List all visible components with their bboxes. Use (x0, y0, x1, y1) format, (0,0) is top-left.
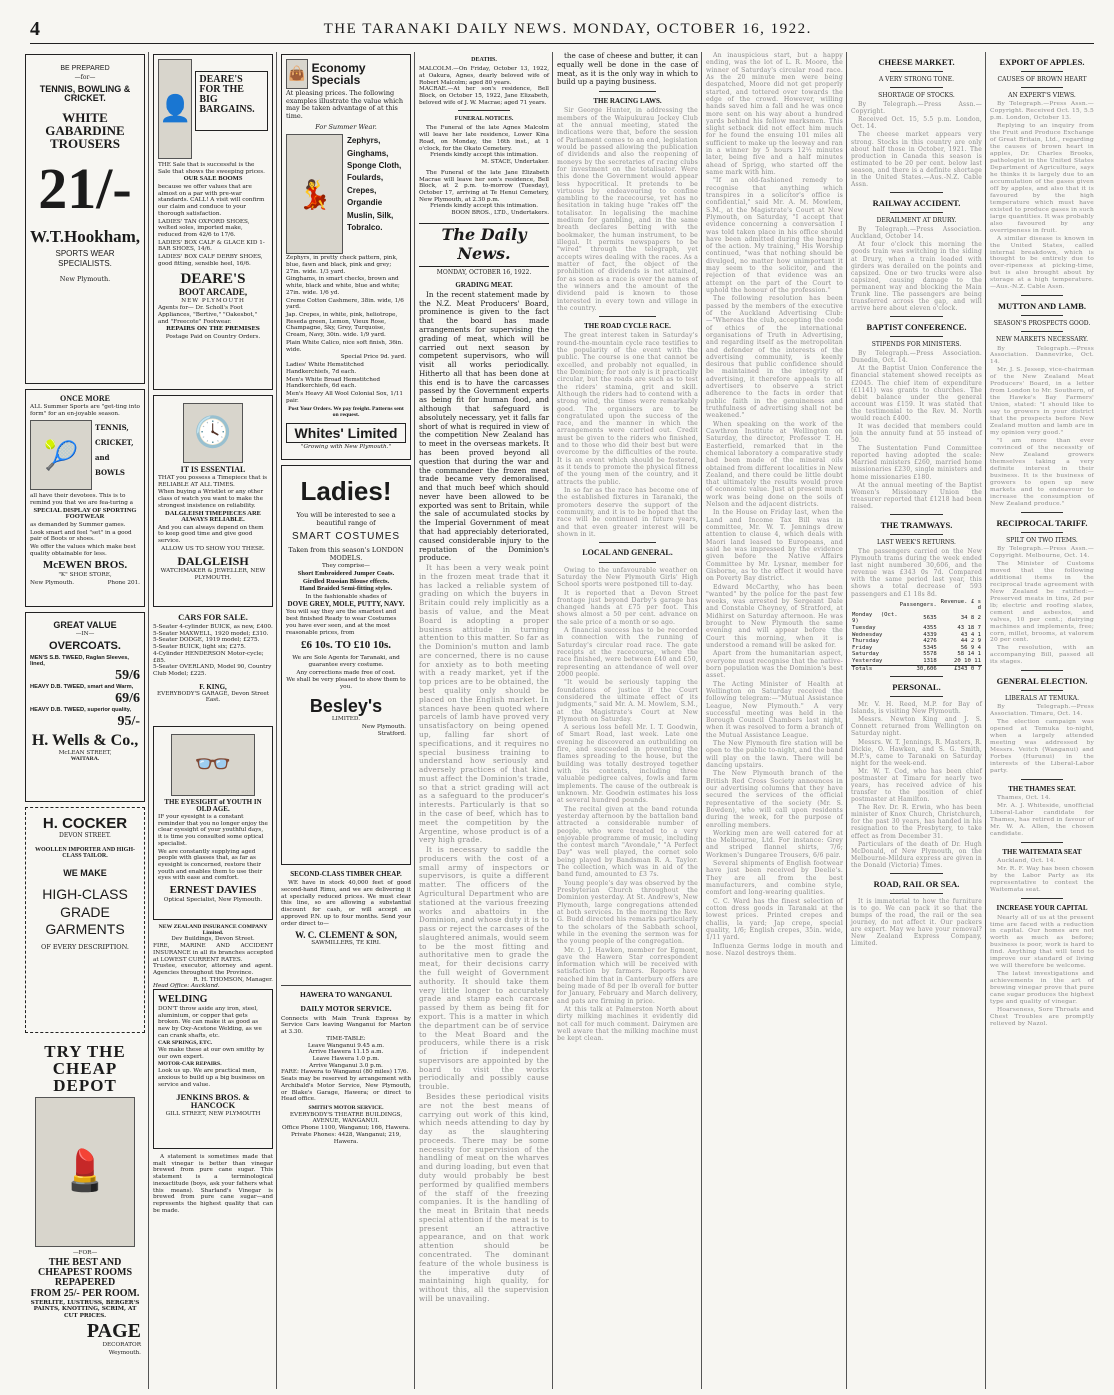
column-2 (150, 52, 276, 1389)
welding-ad: WELDING DON'T throw aside any iron, steel, aluminium, or copper that gets broken. We can make it as good as new by Oxy-Acetone Welding, as we can crank shafts, etc. CAR SPRINGS, ETC. We make these at our own smithy by our own expert. MOTOR-CAR REPAIRS. Look us up. We are practical men, anxious to build up a big business on service and value. JENKINS BROS. & HANCOCK GILL STREET, NEW PLYMOUTH (153, 989, 273, 1149)
whites-economy-ad: 👜 Economy Specials At pleasing prices. The following examples illustrate the value which may be taken advantage of at this time. For Summer Wear. 💃 Zephyrs, Ginghams, Sponge Cloth, Foulards, Crepes, Organdie Muslin, Silk, Tobralco. Zephyrs, in pretty check pattern, pink, blue, fawn and black, pink and grey; 27in. wide. 1/3 yard. Ginghams, in smart checks, brown and white, black and white, blue and white; 27in. wide. 1/6 yd. Creme Cotton Cashmere, 38in. wide, 1/6 yard. Jap. Crepes, in white, pink, heliotrope, Reseda green, Lemon, Vieux Rose, Champagne, Sky, Grey, Turquoise, Cream, Navy, 30in. wide. 1/9 yard. Plain White Calico, nice soft finish, 36in. wide. Special Price 9d. yard. Ladies' White Hemstitched Handkerchiefs, 7d each. Men's White Broad Hemstitched Handkerchiefs, 6d each. Men's Heavy All Wool Colonial Sox, 1/11 pair. Post Your Orders. We pay freight. Patterns sent on request. Whites' Limited "Growing with New Plymouth." (281, 54, 411, 460)
column-1 (22, 52, 148, 1389)
masthead-title: THE TARANAKI DAILY NEWS. MONDAY, OCTOBER 16, 1922. (323, 21, 812, 37)
column-3 (278, 52, 414, 1389)
fashion-figure-illustration: 💃 (286, 134, 343, 254)
column-7: CHEESE MARKET. A VERY STRONG TONE. SHORTAGE OF STOCKS. By Telegraph.—Press Assn.—Copyright. Received Oct. 15, 5.5 p.m. London, Oct. 14. The cheese market appears very strong. Stocks in this country are only about half those in October, 1921. The production in Canada this season is estimated to be 20 per cent. below last season, and there is a definite shortage in the United States.—Aus.-N.Z. Cable Assn. RAILWAY ACCIDENT. DERAILMENT AT DRURY. By Telegraph.—Press Association. Auckland, October 14. At four o'clock this morning the goods train was switching in the siding at Drury, when a train loaded with girders was derailed on the points and capsized. One or two trucks were also capsized, causing damage to the permanent way and blocking the Main Trunk line. The passengers are being transferred across the gap, and will arrive here about eleven o'clock. BAPTIST CONFERENCE. STIPENDS FOR MINISTERS. By Telegraph.—Press Association. Dunedin, Oct. 14. At the Baptist Union Conference the financial statement showed receipts as £2045. The chief item of expenditure (£1141) was grants to churches. The debit balance under the general account was £159. It was stated that the testimonial to the Rev. M. North would reach £400. It was decided that members could join the annuity fund at 55 instead of 50. The Sustentation Fund Committee reported having adopted the scale: Married ministers £260, married home missionaries £230, single ministers and home missionaries £180. At the annual meeting of the Baptist Women's Missionary Union the treasurer reported that £1218 had been raised. THE TRAMWAYS. LAST WEEK'S RETURNS. The passengers carried on the New Plymouth trams during the week ended last night numbered 30,606, and the revenue was £343 0s 7d. Compared with the same period last year, this shows a total decrease of 593 passengers and £1 18s 8d. Passengers. Revenue. £ s d Monday (Oct. 9) 5635 34 8 2 Tuesday 4355 43 18 7 Wednesday 4339 43 4 1 Thursday 4276 44 2 9 Friday 5345 56 9 4 Saturday 5578 58 14 1 Yesterday 1318 20 10 11 Totals 30,606 £343 0 7 PERSONAL. Mr. V. H. Reed, M.P. for Bay of Islands, is visiting New Plymouth. Messrs. Newton King and J. S. Connett returned from Wellington on Saturday night. Messrs. W. T. Jennings, R. Masters, R. Dickie, O. Hawken, and S. G. Smith, M.P.'s, came to Taranaki on Saturday night for the week-end. Mr. W. T. Cod, who has been chief postmaster at Timaru for nearly two years, has received advice of his transfer to the position of chief postmaster at Hamilton. The Rev. Dr. R. Erwin, who has been minister of Knox Church, Christchurch, for the past 30 years, has handed in his resignation to the Presbytery, to take effect as from December 31. Particulars of the death of Dr. Hugh McDonald, of New Plymouth, on the Melbourne-Mildura express are given in the Donald (Victoria) Times. ROAD, RAIL OR SEA. It is immaterial to how the furniture is to go. We can pack it so that the bumps of the road, the rail or the sea journey, do not affect it. Our packers are expert. May we have your removal? New Zealand Express Company, Limited. (851, 57, 982, 948)
page-number: 4 (30, 18, 42, 40)
figure-illustration: 👤 (158, 59, 192, 159)
table-row: Monday (Oct. 9) 5635 34 8 2 (852, 611, 981, 625)
vinegar-notice: A statement is sometimes made that malt vinegar is better than vinegar brewed from pure cane sugar. This statement is a terminological inexactitude (boys, ask your fathers what this means). Sharland's Vinegar is brewed from pure cane sugar—and represents the highest quality that can be made. (153, 1154, 273, 1214)
cheap-depot-ad: TRY THE CHEAP DEPOT 💄 —FOR— THE BEST AND CHEAPEST ROOMS REPAPERED FROM 25/- PER ROOM. STERLITE, LUSTRUSS, BERGER'S PAINTS, KNOTTING, SCRIM, AT CUT PRICES. PAGE DECORATOR Weymouth. (30, 1042, 141, 1356)
deares-ad: 👤 DEARE'S FOR THE BIG BARGAINS. THE Sale that is successful is the Sale that shows the sweeping prices. OUR SALE BOOMS because we offer values that are almost on a par with pre-war standards. CALL! A visit will confirm our claim and conduce to your thorough satisfaction. LADIES' TAN OXFORD SHOES, welted soles, imported make, reduced from 42/6 to 17/6. LADIES' BOX CALF & GLACE KID 1-BAR SHOES, 14/6. LADIES' BOX CALF DERBY SHOES, good fitting, sensible heel, 16/6. DEARE'S BOOT ARCADE, NEW PLYMOUTH Agents for— Dr. Scholl's Foot Appliances, "Bertive," "Oakesbot," and "Freecote" Footwear. REPAIRS ON THE PREMISES Postage Paid on Country Orders. (153, 54, 273, 390)
table-row: Thursday 4276 44 2 9 (852, 638, 981, 645)
decorator-illustration: 💄 (35, 1097, 135, 1247)
table-row: Totals 30,606 £343 0 7 (852, 665, 981, 672)
nameplate: The Daily News. (441, 224, 527, 263)
besleys-ladies-ad: Ladies! You will be interested to see a beautiful range of SMART COSTUMES Taken from this season's LONDON MODELS. They comprise— Short Embroidered Jumper Coats. Girdled Russian Blouse effects. Hand Braided Semi-fitting styles. In the fashionable shades of DOVE GREY, MOLE, PUTTY, NAVY. You will say they are the smartest and best finished Ready to wear Costumes you have ever seen, and at the most reasonable prices, from £6 10s. TO £10 10s. We are Sole Agents for Taranaki, and guarantee every costume. Any corrections made free of cost. We shall be very pleased to show them to you. Besley's LIMITED. New Plymouth. Stratford. (281, 465, 411, 865)
table-row: Wednesday 4339 43 4 1 (852, 631, 981, 638)
motor-service-ad: HAWERA TO WANGANUI. DAILY MOTOR SERVICE. Connects with Main Trunk Express by Service Cars leaving Wanganui for Marton at 3.30. TIME-TABLE: Leave Wanganui 9.45 a.m. Arrive Hawera 11.15 a.m. Leave Hawera 1.0 p.m. Arrive Wanganui 3.0 p.m. FARE: Hawera to Wanganui (80 miles) 17/6. Seats may be reserved by arrangement with Archibald's Motor Service, New Plymouth, or Blake's Garage, Hawera; or direct to Head office. SMITH'S MOTOR SERVICE. EVERYBODY'S THEATRE BUILDINGS, AVENUE, WANGANUI. Office Phone 1100, Wanganui; 166, Hawera. Private Phones: 4428, Wanganui; 219, Hawera. (281, 990, 411, 1145)
table-row: Friday 5345 56 9 4 (852, 644, 981, 651)
sports-bag-illustration: 🎾 (30, 420, 92, 490)
wells-co-ad: GREAT VALUE —IN— OVERCOATS. MEN'S S.B. TWEED, Raglan Sleeves, lined, 59/6 HEAVY D.B. TWEED, smart and Warm, 69/6 HEAVY D.B. TWEED, superior quality, 95/- H. Wells & Co., McLEAN STREET, WAITARA. (25, 612, 145, 802)
column-8: EXPORT OF APPLES. CAUSES OF BROWN HEART AN EXPERT'S VIEWS. By Telegraph.—Press Assn.—Copyright. Received Oct. 15, 5.5 p.m. London, October 13. Replying to an inquiry from the Fruit and Produce Exchange of Great Britain, Ltd., regarding the causes of brown heart in apples, Dr. Charles Brooks, pathologist in the United States Department of Agriculture, says he thinks it is largely due to an accumulation of the gases given off by apples, and also that it is favoured by the high temperature which must have existed to produce gases in such large quantities. It was probably also favoured by any overripeness in fruit. A similar disease is known in the United States, called internal breakdown, which is thought to be entirely due to over-ripeness at picking-time, but is also brought about by storage at a high temperature.—Aus.-N.Z. Cable Assn. MUTTON AND LAMB. SEASON'S PROSPECTS GOOD. NEW MARKETS NECESSARY. By Telegraph.—Press Association. Dannevirke, Oct. 14. Mr. J. S. Jessep, vice-chairman of the New Zealand Meat Producers' Board, in a letter from London to Mr. Southern, of the Hawke's Bay Farmers' Union, stated: "I should like to say to growers in your district that the prospects before New Zealand mutton and lamb are in my opinion very good." "I am more than ever convinced of the necessity of New Zealand growers themselves taking a very definite interest in their business. It is the business of growers to open up new markets and to endeavour to increase the consumption of New Zealand produce." RECIPROCAL TARIFF. SPILT ON TWO ITEMS. By Telegraph.—Press Assn.—Copyright. Melbourne, Oct. 14. The Minister of Customs moved that the following additional items in the reciprocal trade agreement with New Zealand be ratified:—Preserved meats in tins, 2d per lb; electric and roofing slates, cement and asbestos, and valves, 10 per cent.; dairying machines and implements, free; corn, millet, brooms, at valorem 20 per cent. The resolution, with an accompanying Bill, passed all its stages. GENERAL ELECTION. LIBERALS AT TEMUKA. By Telegraph.—Press Association. Timaru, Oct. 14. The election campaign was opened at Temuka to-night, when a largely attended meeting was addressed by Messrs. Veitch (Wanganui) and Forbes (Hurunui) in the interests of the Liberal-Labor party. THE THAMES SEAT. Thames, Oct. 14. Mr. A. J. Whiteside, unofficial Liberal-Labor candidate for Thames, has retired in favour of Mr. W. A. Allen, the chosen candidate. THE WAITEMATA SEAT Auckland, Oct. 14. Mr. R. F. Way has been chosen by the Labor Party as its representative to contest the Waitemata seat. INCREASE YOUR CAPITAL Nearly all of us at the present time are faced with a reduction in capital. Our homes are not worth as much as before; business is poor, work is hard to find. Anything that will tend to improve our standard of living we will therefore be welcome. The latest investigations and achievements in the art of brewing vinegar prove that pure cane sugar produces the highest type and quality of vinegar. Hoarseness, Sore Throats and Chest Troubles are promptly relieved by Nazol. (990, 57, 1094, 1028)
cocker-tailor-ad: H. COCKER DEVON STREET. WOOLLEN IMPORTER AND HIGH-CLASS TAILOR. WE MAKE HIGH-CLASS GRADE GARMENTS OF EVERY DESCRIPTION. (25, 807, 145, 1033)
dalgleish-ad: 🕓 IT IS ESSENTIAL THAT you possess a Timepiece that is RELIABLE AT ALL TIMES. When buying a Wristlet or any other class of watch you want to make the strongest insistence on reliability. DALGLEISH TIMEPIECES ARE ALWAYS RELIABLE. And you can always depend on them to keep good time and give good service. ALLOW US TO SHOW YOU THESE. DALGLEISH WATCHMAKER & JEWELLER, NEW PLYMOUTH. (153, 395, 273, 607)
insurance-ad: NEW ZEALAND INSURANCE COMPANY Limited. Dev Buildings, Devon Street. FIRE, MARINE AND ACCIDENT INSURANCE in all its branches accepted at LOWEST CURRENT RATES. Trustee, executor, attorney and agent. Agencies throughout the Province. R. H. THOMSON, Manager. Head Office: Auckland. (153, 924, 273, 990)
table-row: Saturday 5578 58 14 1 (852, 651, 981, 658)
tramways-returns-table: Passengers. Revenue. £ s d Monday (Oct. 9) 5635 34 8 2 Tuesday 4355 43 18 7 Wednesday 4339 43 4 1 Thursday 4276 44 2 9 Friday 5345 56 9 4 Saturday 5578 58 14 1 Yesterday 1318 20 10 11 Totals 30,606 £343 0 7 (852, 598, 981, 672)
hookham-ad: BE PREPARED —for— TENNIS, BOWLING & CRICKET. WHITE GABARDINE TROUSERS 21/- W.T.Hookham, SPORTS WEAR SPECIALISTS. New Plymouth. (25, 54, 145, 384)
column-4: DEATHS. MALCOLM.—On Friday, October 13, 1922, at Oakura, Agnes, dearly beloved wife of Robert Malcolm; aged 80 years. MACRAE.—At her son's residence, Bell Block, on October 15, 1922, Jane Elizabeth, beloved wife of J. W. Macrae; aged 71 years. FUNERAL NOTICES. The Funeral of the late Agnes Malcolm will leave her late residence, Lower Kina Road, on Monday, the 16th inst., at 1 o'clock, for the Okato Cemetery. Friends kindly accept this intimation. M. STACE, Undertaker. The Funeral of the late Jane Elizabeth Macrae will leave her son's residence, Bell Block, at 2 p.m. to-morrow (Tuesday), October 17, arriving at Te Henui Cemetery, New Plymouth, at 2.30 p.m. Friends kindly accept this intimation. BOON BROS., LTD., Undertakers. The Daily News. MONDAY, OCTOBER 16, 1922. GRADING MEAT. In the recent statement made by the N.Z. Meat Producers' Board, prominence is given to the fact that the board has made arrangements for supervising the grading of meat, which will be carried out next season by competent supervisors, who will visit all works periodically. Hitherto all that has been done at this end is to have the carcasses passed by the Government experts as being fit for human food, and although that safeguard is absolutely necessary, yet it falls far short of what is required in view of the competition New Zealand has to meet in the overseas markets. It has been proved beyond all question that during the war and the commandeer the frozen meat trade became very demoralised, and that much beef which should never have been allowed to be exported was sent to Britain, while the sale of accumulated stocks by the Imperial Government of meat that had appreciably deteriorated, caused considerable injury to the reputation of the Dominion's produce. It has been a very weak point in the frozen meat trade that it has lacked a reliable system of grading on which the buyers in Britain could rely implicitly as a basis of value, and the Meat Board is adopting a proper business attitude in turning attention to this matter. So far as the Dominion's mutton and lamb are concerned, there is no cause for anxiety as to both meeting with a ready market, yet if the top prices are to be obtained, the best quality only should be placed on the English market. In stances have been quoted where parcels of lamb have proved very unsatisfactory on being opened up, falling far short of specifications, and it requires no special business training to understand how seriously and adversely practices of that kind must affect the Dominion's trade, so that a strict grading will act as a safeguard to the producer's interests. Particularly is that so in the case of beef, which has to meet the competition by the Argentine, whose product is of a very high grade. It is necessary to saddle the producers with the cost of a small army of inspectors or supervisors, is quite a different matter. The officers of the Agricultural Department who are stationed at the various freezing works and abattoirs in the Dominion, and whose duty it is to pass or reject the carcases of the slaughtered animals, would seem to be the most fitting and authoritative men to grade the meat, for their decisions carry the full weight of Government authority. It should take them very little longer to accurately grade and stamp each carcase passed by them as being fit for export. This is a matter in which the department can be of service to the Meat Board and the producers, while there is a risk of friction if independent supervisors are appointed by the board to visit the works periodically and possibly cause trouble. Besides these periodical visits are not the best means of carrying out work of this kind, which needs attending to day by day as the slaughtering proceeds. There may be some necessity for supervision of the handling of meat on the wharves and during loading, but even that duty would probably be best performed by qualified members of the staff of the freezing companies. It is the handling of the meat in Britain that needs special attention if the meat is to present an attractive appearance, and on that work attention should be concentrated. The dominant feature of the whole business is the imperative duty of maintaining high quality, for without this, all the supervision will be unavailing. (419, 57, 549, 1303)
handbag-icon: 👜 (286, 59, 308, 89)
ernest-davies-ad: 👓 THE EYESIGHT of YOUTH IN OLD AGE. IF your eyesight is a constant reminder that you no longer enjoy the clear eyesight of your youthful days, it is time you consulted some optical specialist. We are constantly supplying aged people with glasses that, as far as eyesight is concerned, restore their youth and enables them to use their eyes with ease and comfort. ERNEST DAVIES Optical Specialist, New Plymouth. (153, 726, 273, 920)
cars-for-sale-ad: CARS FOR SALE. 5-Seater 4-cylinder BUICK, as new, £400. 5-Seater MAXWELL, 1920 model; £310. 5-Seater DODGE, 1919 model; £275. 5-Seater BUICK, light six; £275. 4-Cylinder HENDERSON Motor-cycle; £85. 5-Seater OVERLAND, Model 90, Country Club Model; £225. F. KING, EVERYBODY'S GARAGE, Devon Street East. (153, 612, 273, 704)
editorial-body: In the recent statement made by the N.Z. Meat Producers' Board, prominence is given to the fact that the board has made arrangements for supervising the grading of meat, which will be carried out next season by competent supervisors, who will visit all works periodically. Hitherto all that has been done at this end is to have the carcasses passed by the Government experts as being fit for human food, and although that safeguard is absolutely necessary, yet it falls far short of what is required in view of the competition New Zealand has to meet in the overseas markets. It has been proved beyond all question that during the war and the commandeer the frozen meat trade became very demoralised, and that much beef which should never have been allowed to be exported was sent to Britain, while the sale of accumulated stocks by the Imperial Government of meat that had appreciably deteriorated, caused considerable injury to the reputation of the Dominion's produce. It has been a very weak point in the frozen meat trade that it has lacked a reliable system of grading on which the buyers in Britain could rely implicitly as a basis of value, and the Meat Board is adopting a proper business attitude in turning attention to this matter. So far as the Dominion's mutton and lamb are concerned, there is no cause for anxiety as to both meeting with a ready market, yet if the top prices are to be obtained, the best quality only should be placed on the English market. In stances have been quoted where parcels of lamb have proved very unsatisfactory on being opened up, falling far short of specifications, and it requires no special business training to understand how seriously and adversely practices of that kind must affect the Dominion's trade, so that a strict grading will act as a safeguard to the producer's interests. Particularly is that so in the case of beef, which has to meet the competition by the Argentine, whose product is of a very high grade. It is necessary to saddle the producers with the cost of a small army of inspectors or supervisors, is quite a different matter. The officers of the Agricultural Department who are stationed at the various freezing works and abattoirs in the Dominion, and whose duty it is to pass or reject the carcases of the slaughtered animals, would seem to be the most fitting and authoritative men to grade the meat, for their decisions carry the full weight of Government authority. It should take them very little longer to accurately grade and stamp each carcase passed by them as being fit for export. This is a matter in which the department can be of service to the Meat Board and the producers, while there is a risk of friction if independent supervisors are appointed by the board to visit the works periodically and possibly cause trouble. Besides these periodical visits are not the best means of carrying out work of this kind, which needs attending to day by day as the slaughtering proceeds. There may be some necessity for supervision of the handling of meat on the wharves and during loading, but even that duty would probably be best performed by qualified members of the staff of the freezing companies. It is the handling of the meat in Britain that needs special attention if the meat is to present an attractive appearance, and on that work attention should be concentrated. The dominant feature of the whole business is the imperative duty of maintaining high quality, for without this, all the supervision will be unavailing. (419, 289, 549, 1303)
mcewen-bros-ad: ONCE MORE ALL Summer Sports are "get-ting into form" for an en-joyable season. 🎾 TENNIS, CRICKET, and BOWLS all have their devotees. This is to remind you that we are fea-turing a SPECIAL DISPLAY OF SPORTING FOOTWEAR as demanded by Summer games. Look smart and feel "set" in a good pair of Boots or shoes. We offer the values which make best quality obtainable for less. McEWEN BROS. "K" SHOE STORE, New Plymouth. Phone 201. (25, 389, 145, 607)
table-row: Yesterday 1318 20 10 11 (852, 657, 981, 664)
column-5: the case of cheese and butter, it can equally well be done in the case of meat, as it is the only way in which to build up a paying business. THE RACING LAWS. Sir George Hunter, in addressing the members of the Waipukurau Jockey Club at the annual meeting, stated the indications were that, before the session of Parliament comes to an end, legislation would be passed allowing the publication of dividends and also the reopening of moneys by the secretaries of racing clubs for investment on the totalisator. Were this done the Government would appear less hypocritical. It pretends to be virtuous by endeavouring to confine gambling to the racecourse, yet has no hesitation in taking huge "rakes off" the totalisator. In legalising the machine medium for gambling, and in the same breath declares betting with the bookmaker, the human instrument, to be illegal. It permits newspapers to be "wired" through the telegraph, yet accepts wires dealing with the races. As a matter of fact, the object of the prohibition of dividends is not attained, for as soon as a race is over the names of the winners and the amount of the dividend paid is known to those interested in every town and village in the country. THE ROAD CYCLE RACE. The great interest taken in Saturday's round-the-mountain cycle race testifies to the popularity of the event with the public. The course is one that cannot be excelled, and probably not equalled, in the Dominion; for not only is it practically circular, but the roads are such as to test the riders' stamina, grit and skill. Although the riders had to contend with a strong wind, the times were remarkably good. The organisers are to be congratulated upon the success of the race, and the manner in which the arrangements were carried out. Credit must be given to the riders who finished, and to those who did their best but were overcome by the difficulties of the route. It is an event which should be fostered, as it tends to promote the physical fitness of the young men of the country, and it attracts the public. In so far as the race has become one of the established fixtures in Taranaki, the promoters deserve the support of the community, and it is to be hoped that the race will be continued in future years, and that even greater interest will be shown in it. LOCAL AND GENERAL. Owing to the unfavourable weather on Saturday the New Plymouth Girls' High School sports were postponed till to-day. It is reported that a Devon Street frontage just beyond Darby's garage has changed hands at £75 per foot. This shows almost a 50 per cent. advance on the sale price of a month or so ago. A financial success has to be recorded in connection with the running of Saturday's circular road race. The gate receipts at the racecourse, where the race finished, were between £40 and £50, representing an attendance of well over 2000 people. "It would be seriously tapping the foundations of justice if the Court considered the ultimate effect of its judgments," said Mr. A. M. Mowlem, S.M., at the Magistrate's Court at New Plymouth on Saturday. A serious loss befell Mr. I. T. Goodwin, of Smart Road, last week. Late one evening he discovered an outbuilding on fire, and succeeded in preventing the flames spreading to the house, but the building was totally destroyed together with its contents, including three valuable pedigree calves, fowls and farm implements. The cause of the outbreak is unknown. Mr. Goodwin estimates his loss at several hundred pounds. The recital given at the band rotunda yesterday afternoon by the battalion band attracted a considerable number of people, who were treated to a very enjoyable programme of music, including the contest march "Avondale," "A Perfect Day" was well played, the cornet solo being played by Bandsman R. A. Taylor. The collection, which was in aid of the band fund, amounted to £3 7s. Young people's day was observed by the Presbyterian Church throughout the Dominion yesterday. At St. Andrew's, New Plymouth, large congregations attended at both services. In the morning the Rev. G. Budd directed his remarks particularly to the scholars of the Sabbath school, while in the evening the sermon was for the young people of the congregation. Mr. O. J. Hawken, member for Egmont, gave the Hawera Star correspondent information which will be received with satisfaction by farmers. Reports have reached him that in Canterbury offers are being made of 8d per lb overall for butter for January, February and March delivery, and pats are firming in price. At this talk at Palmerston North about dirty milking machines it evidently did not call for much comment. Dairymen are well aware that the milking machine must be kept clean. (557, 52, 698, 1043)
masthead (30, 16, 1094, 44)
timber-ad: SECOND-CLASS TIMBER CHEAP. WE have in stock 40,000 feet of good second-hand Rimu, and we are delivering it at specially reduced prices. We must clear this line, so are allowing a substantial discount for cash, or will accept an approved P.N. up to four months. Send your order direct to— W. C. CLEMENT & SON, SAWMILLERS, TE KIRI. (281, 870, 411, 986)
eyes-illustration: 👓 (171, 734, 255, 796)
table-row: Tuesday 4355 43 18 7 (852, 624, 981, 631)
clock-illustration: 🕓 (183, 403, 243, 463)
column-6: An inauspicious start, but a happy ending, was the lot of L. R. Moore, the winner of Saturday's circular road race. As the 20 minute men were being despatched, Moore did not get properly started, and tottered over towards the edge of the crowd. However, willing hands saved him a fall and he was once more sent on his way about a hundred yards behind his fellow marksmen. This slight setback did not effect him much for he found the ensuing 101 miles all sufficient to make up the leeway and ran in a winner by 5 hours 12½ minutes later, being five and a half minutes ahead of Sprigg, who started off the same mark with him. "If an old-fashioned remedy to recognise that anything which transpires in a solicitor's office is confidential," said Mr. A. M. Mowlem, S.M., at the Magistrate's Court at New Plymouth, on Saturday, "I accept that evidence concerning a conversation I was told taken place in his office should have been admitted during the hearing of the action. My training," His Worship continued, "was that nothing should be divulged, no matter how unimportant it may seem to the solicitor, and the rejection of that evidence was an attempt on the part of the Court to uphold the honour of the profession." The following resolution has been passed by the members of the executive of the Auckland Advertising Club:—"Whereas the club, accepting the code of ethics of the international organisations of Truth in Advertising, and regarding itself as the metropolitan and defender of the interests of the advertising community, is keenly desirous that public confidence should be maintained in the integrity of advertising, it therefore appeals to all advertisers to observe a strict adherence to the facts in order that public faith in the genuineness and truthfulness of advertising shall not be weakened." When speaking on the work of the Cawthron Institute at Wellington on Saturday, the director, Professor T. H. Easterfield, remarked that in the chemical laboratory a comparative study had been made of the mineral oils obtained from different localities in New Zealand, and there could be little doubt that ultimately the results would prove of economic value. Just at present much work was being done on the soils of Nelson and the adjacent districts. In the House on Friday last, when the Land and Income Tax Bill was in committee, Mr. W. T. Jennings drew attention to clause 4, which deals with Maori land leased to Europeans, and said he was impressed by the evidence given before the Native Affairs Committee by Mr. Lysnar, member for Gisborne, as to the effect it would have on Poverty Bay district. Edward McCarthy, who has been "wanted" by the police for the past few weeks, was arrested by Sergeant Dale and Constable Cheyney, of Stratford, at Midhirst on Saturday afternoon. He was brought to New Plymouth the same evening and will appear before the Court this morning, when it is understood a remand will be asked for. Apart from the humanitarian aspect, everyone must recognise that the native-born population was the Dominion's best asset. The Acting Minister of Health at Wellington on Saturday received the following telegram:—"Mutual Assistance League, New Plymouth." A very successful meeting was held in the Borough Council Chambers last night, when it was resolved to form a branch of the Mutual Assistance League. The New Plymouth fire station will be open to the public to-night, and the band will play on the lawn. There will be dancing upstairs. The New Plymouth branch of the British Red Cross Society announces in our advertising columns that they have secured the services of the official representative of the society (Mr. S. Bowden), who will call upon residents during the week, for the purpose of enrolling members. Working men are well catered for at the Melbourne, Ltd. For instance: Grey and striped flannel shirts, 7/6; Workmen's Dungaree Trousers, 6/6 pair. Several shipments of English footwear have just been received by Deelie's. They are all from the best manufacturers, and combine style, comfort and long-wearing qualities. C. C. Ward has the finest selection of cotton dress goods in Taranaki at the lowest prices. Printed crepes and challis, la yard; Jap crepe, special quality, 1/6; English crepes, 35in. wide, 1/11 yard. Influenza Germs lodge in mouth and nose. Nazol destroys them. (706, 52, 844, 957)
